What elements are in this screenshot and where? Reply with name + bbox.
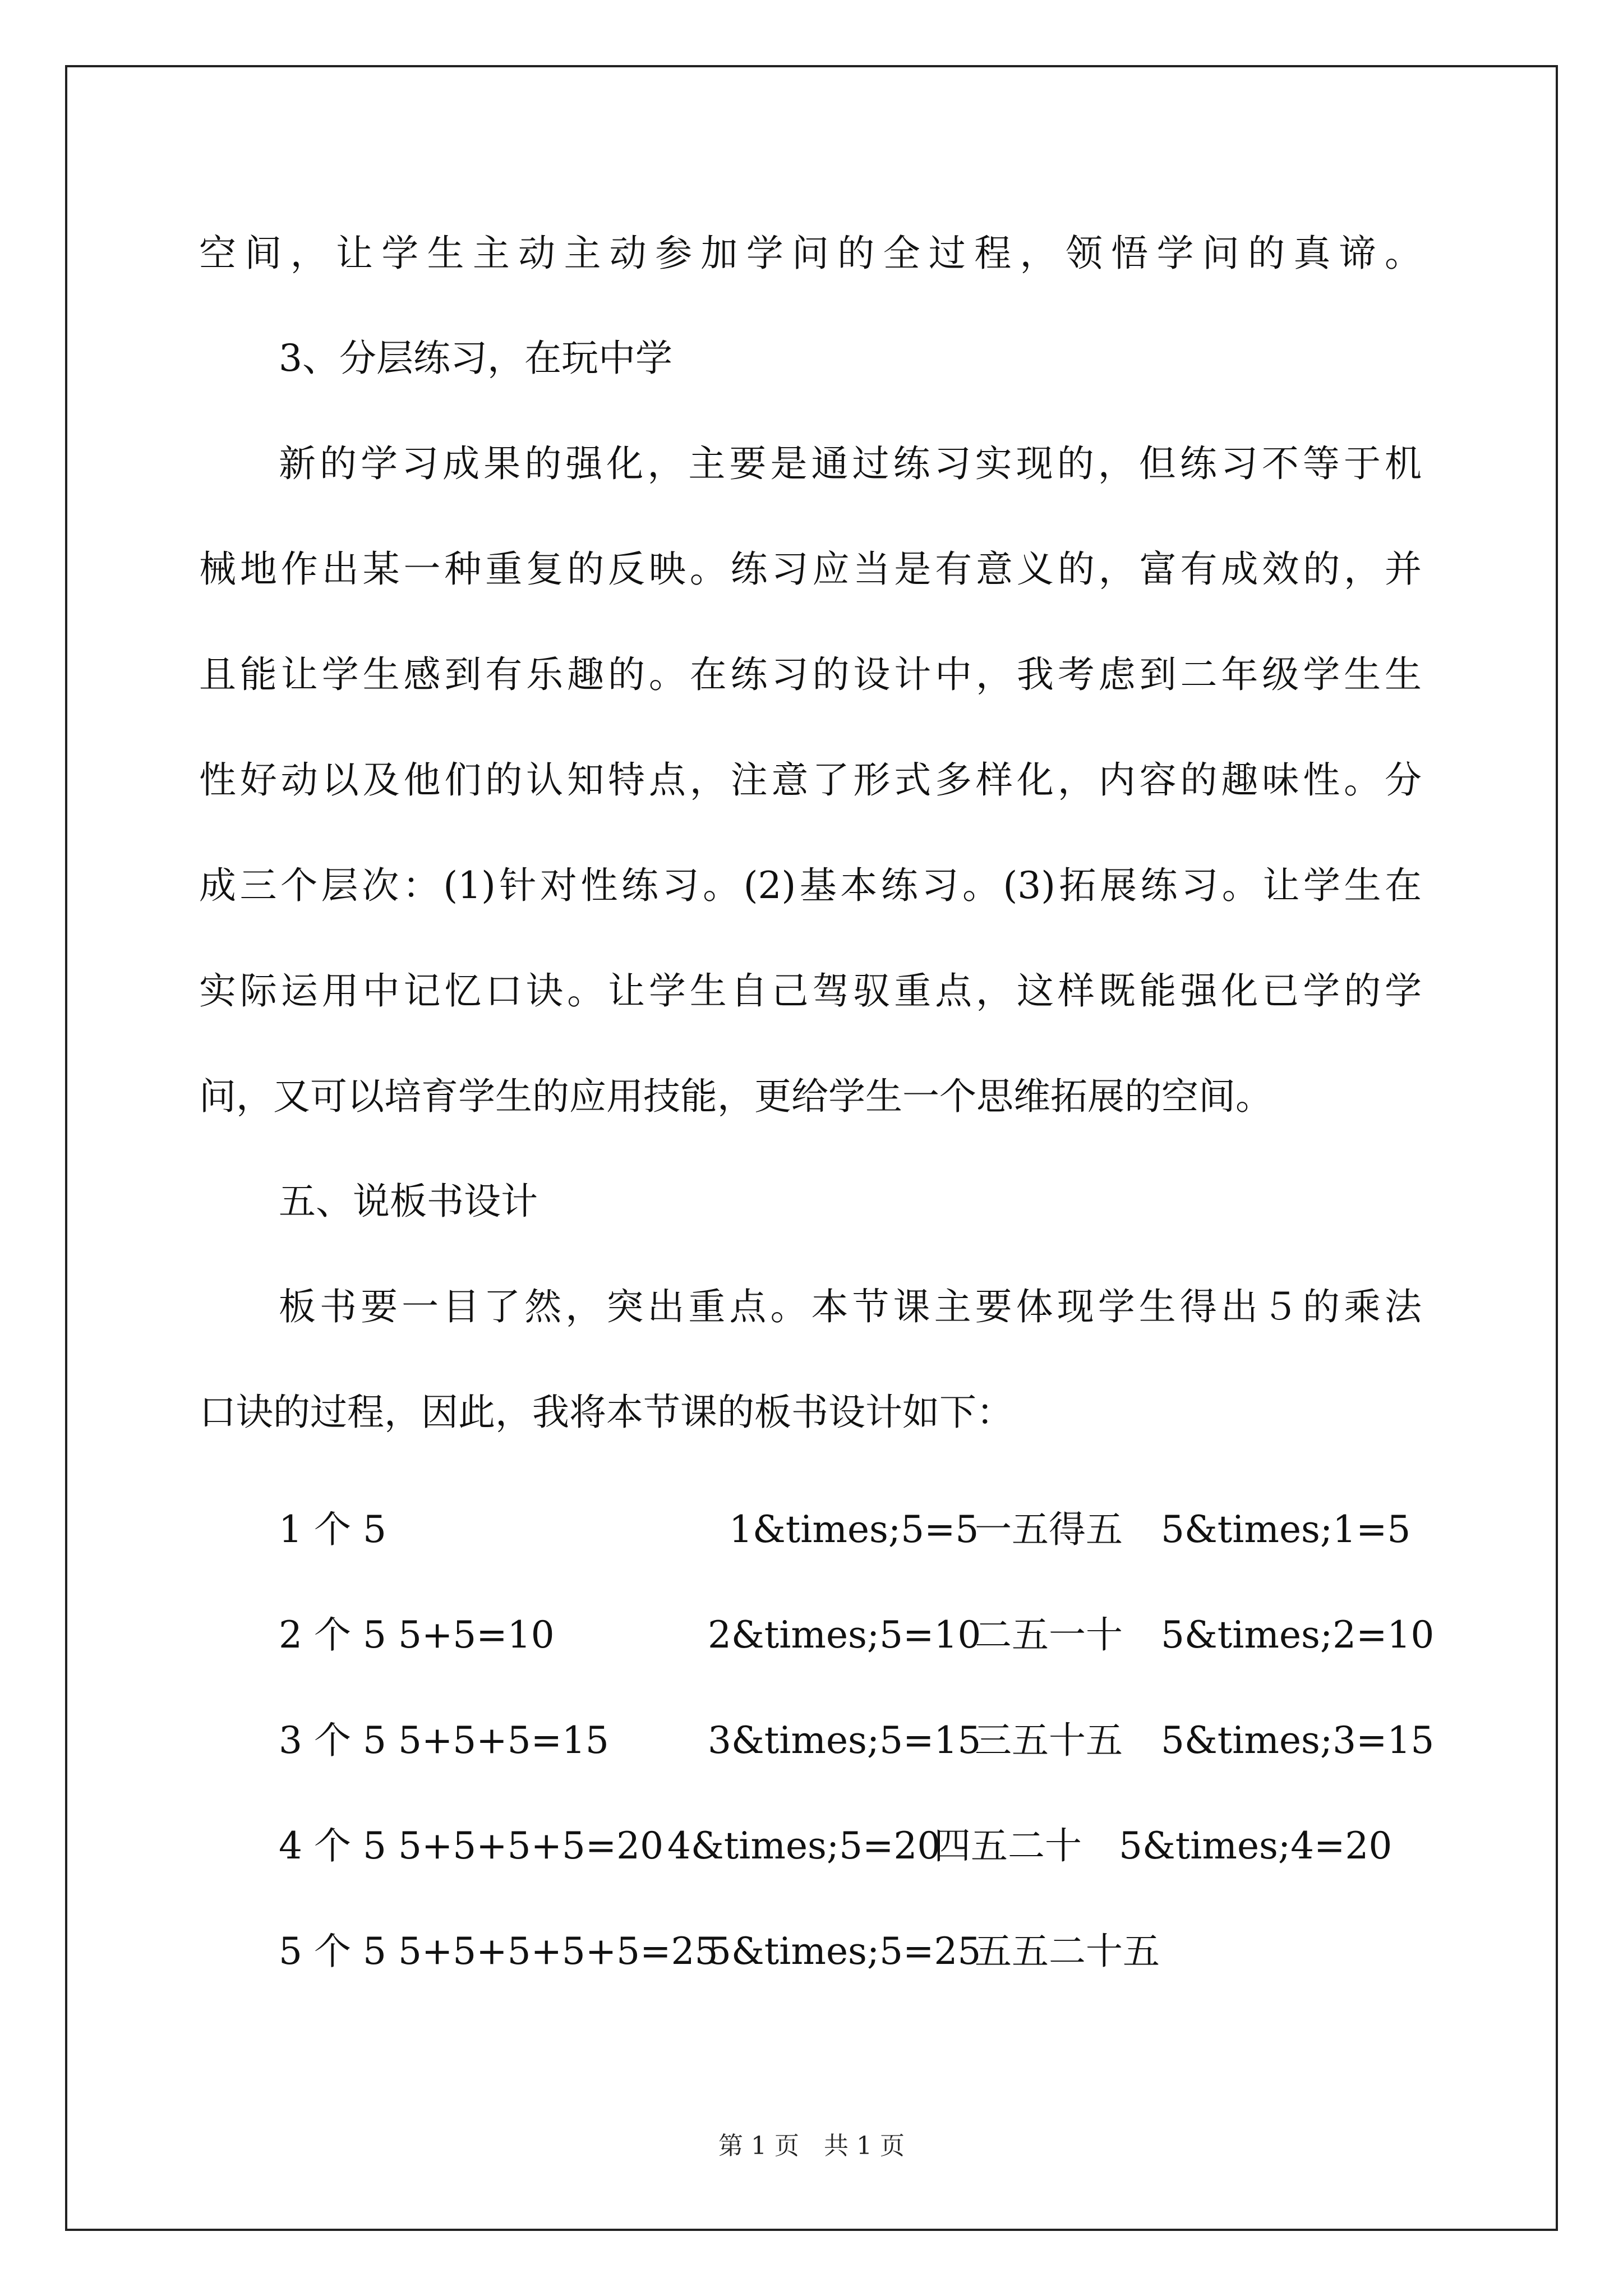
board-sum: 5+5+5+5+5=25 <box>398 1930 718 1973</box>
board-count: 4 个 5 <box>279 1824 386 1867</box>
page-border <box>65 65 1558 2231</box>
board-product: 2&times;5=10 <box>708 1613 981 1657</box>
board-count: 5 个 5 <box>279 1930 386 1973</box>
board-sum: 5+5+5=15 <box>398 1719 609 1762</box>
body-text-line: 口诀的过程，因此，我将本节课的板书设计如下： <box>199 1391 1013 1434</box>
board-reverse: 5&times;2=10 <box>1161 1613 1435 1657</box>
body-text-line: 新的学习成果的强化，主要是通过练习实现的，但练习不等于机 <box>279 442 1422 485</box>
section-heading: 3、分层练习，在玩中学 <box>279 337 672 380</box>
body-text-line: 且能让学生感到有乐趣的。在练习的设计中，我考虑到二年级学生生 <box>199 653 1422 696</box>
body-text-line: 械地作出某一种重复的反映。练习应当是有意义的，富有成效的，并 <box>199 547 1422 591</box>
board-reverse: 5&times;4=20 <box>1119 1824 1393 1867</box>
board-product: 5&times;5=25 <box>708 1930 981 1973</box>
body-text-line: 实际运用中记忆口诀。让学生自己驾驭重点，这样既能强化已学的学 <box>199 969 1422 1013</box>
board-rhyme: 四五二十 <box>934 1824 1082 1867</box>
board-reverse: 5&times;1=5 <box>1161 1508 1411 1551</box>
board-rhyme: 一五得五 <box>975 1508 1123 1551</box>
board-count: 1 个 5 <box>279 1508 386 1551</box>
body-text-line: 问，又可以培育学生的应用技能，更给学生一个思维拓展的空间。 <box>199 1075 1272 1118</box>
board-rhyme: 三五十五 <box>975 1719 1123 1762</box>
board-sum: 5+5=10 <box>398 1613 555 1657</box>
board-count: 2 个 5 <box>279 1613 386 1657</box>
section-heading: 五、说板书设计 <box>279 1180 538 1223</box>
board-rhyme: 五五二十五 <box>975 1930 1160 1973</box>
body-text-line: 板书要一目了然，突出重点。本节课主要体现学生得出５的乘法 <box>279 1285 1422 1328</box>
board-product: 4&times;5=20 <box>667 1824 941 1867</box>
board-product: 1&times;5=5 <box>729 1508 979 1551</box>
page-number: 第 1 页 共 1 页 <box>718 2132 905 2160</box>
board-rhyme: 二五一十 <box>975 1613 1123 1657</box>
body-text-line: 性好动以及他们的认知特点，注意了形式多样化，内容的趣味性。分 <box>199 758 1422 802</box>
board-reverse: 5&times;3=15 <box>1161 1719 1435 1762</box>
body-text-line: 成三个层次：(1)针对性练习。(2)基本练习。(3)拓展练习。让学生在 <box>199 864 1422 907</box>
board-count: 3 个 5 <box>279 1719 386 1762</box>
board-product: 3&times;5=15 <box>708 1719 981 1762</box>
board-sum: 5+5+5+5=20 <box>398 1824 664 1867</box>
body-text-line: 空间，让学生主动主动参加学问的全过程，领悟学问的真谛。 <box>199 232 1422 275</box>
